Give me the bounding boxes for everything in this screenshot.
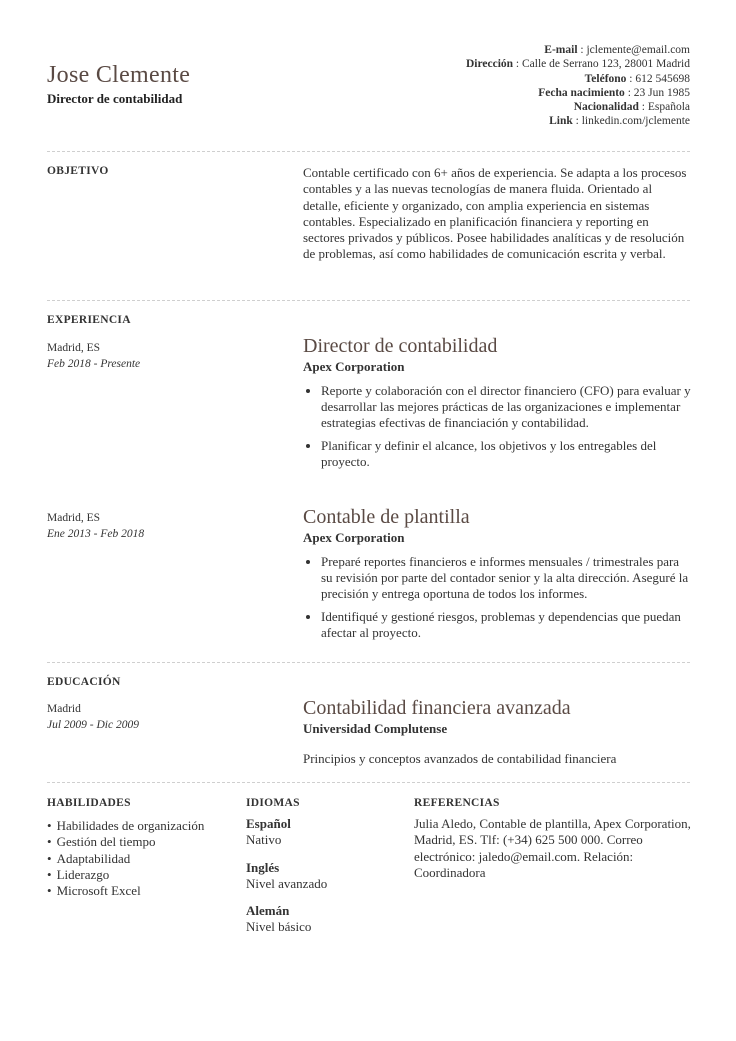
experience-dates: Ene 2013 - Feb 2018 [47,528,145,540]
language-level: Nivel básico [246,919,312,935]
candidate-headline: Director de contabilidad [47,91,183,106]
experience-meta [47,510,144,542]
company-name: Apex Corporation [303,530,405,545]
languages-list [246,816,327,947]
language-level: Nativo [246,832,282,848]
contact-nationality: Nacionalidad : Española [573,101,690,114]
language-name: Inglés [246,859,280,875]
contact-value: jclemente@email.com [586,44,690,56]
objective-title: OBJETIVO [47,165,109,177]
contact-value: 23 Jun 1985 [633,86,690,99]
contact-block [466,43,690,129]
contact-label: E-mail [544,44,578,56]
language-name: Español [246,816,291,831]
experience-entry [303,506,693,647]
section-divider [47,662,690,663]
experience-entry [303,335,693,476]
section-divider [47,782,690,783]
contact-label: Nacionalidad [573,101,639,114]
contact-phone: Teléfono : 612 545698 [584,72,690,85]
degree-description: Principios y conceptos avanzados de contabilidad financiera [303,751,617,766]
references-title: REFERENCIAS [414,797,500,809]
education-entry [303,697,693,767]
language-item [246,903,327,936]
school-name: Universidad Complutense [303,721,448,736]
language-item [246,816,327,849]
education-title: EDUCACIÓN [47,676,121,688]
contact-value: 612 545698 [635,72,690,85]
education-meta [47,701,139,733]
skills-list [47,818,204,899]
contact-label: Teléfono [584,72,627,85]
job-bullets [303,554,693,641]
experience-meta [47,340,140,372]
references-text: Julia Aledo, Contable de plantilla, Apex Corporation, Madrid, ES. Tlf: (+34) 625 500 000. Correo electrónico: jaledo@email.com. Relación: Coordinadora [414,816,691,880]
contact-label: Dirección [465,58,514,71]
skills-title: HABILIDADES [47,797,131,809]
degree-title: Contabilidad financiera avanzada [303,697,571,719]
skill-item: • Microsoft Excel [47,883,204,899]
objective-text: Contable certificado con 6+ años de experiencia. Se adapta a los procesos contables y a las nuevas tecnologías de manera fluida. Orientado al detalle, eficiente y organizado, con amplia experiencia en sistemas contables. Especializado en planificación financiera y reporting en sectores privados y públicos. Posee habilidades analíticas y de resolución de problemas, así como habilidades de comunicación escrita y verbal. [303,165,687,262]
contact-value: Española [647,101,690,114]
contact-email: E-mail : jclemente@email.com [544,44,690,56]
skill-item: • Gestión del tiempo [47,834,204,850]
job-bullet: • Preparé reportes financieros e informes mensuales / trimestrales para su revisión por parte del contador senior y la alta dirección. Aseguré la precisión y entrega oportuna de todos los informes. [321,554,693,603]
education-dates: Jul 2009 - Dic 2009 [47,719,139,731]
contact-value: Calle de Serrano 123, 28001 Madrid [522,58,690,71]
contact-link-value[interactable]: linkedin.com/jclemente [581,115,690,128]
job-bullets [303,383,693,470]
contact-birthdate: Fecha nacimiento : 23 Jun 1985 [538,86,690,99]
skill-item: • Liderazgo [47,867,204,883]
contact-link: Link : linkedin.com/jclemente [549,115,690,128]
skill-item: • Adaptabilidad [47,851,204,867]
experience-location: Madrid, ES [47,512,101,524]
education-location: Madrid [47,703,81,715]
company-name: Apex Corporation [303,359,405,374]
contact-label: Fecha nacimiento [538,86,625,99]
section-divider [47,300,690,301]
experience-location: Madrid, ES [47,342,101,354]
job-title: Contable de plantilla [303,506,470,528]
contact-address: Dirección : Calle de Serrano 123, 28001 Madrid [465,58,690,71]
job-bullet: • Reporte y colaboración con el director financiero (CFO) para evaluar y desarrollar las mejores prácticas de las organizaciones e implementar estrategias efectivas de financiación y contabilidad. [321,383,693,432]
job-bullet: • Planificar y definir el alcance, los objetivos y los entregables del proyecto. [321,438,693,470]
experience-dates: Feb 2018 - Presente [47,358,141,370]
job-bullet: • Identifiqué y gestioné riesgos, problemas y dependencias que puedan afectar al proyecto. [321,609,693,641]
experience-title: EXPERIENCIA [47,314,131,326]
language-name: Alemán [246,903,290,919]
languages-title: IDIOMAS [246,797,300,809]
language-level: Nivel avanzado [246,875,328,891]
section-divider [47,151,690,152]
job-title: Director de contabilidad [303,335,498,357]
candidate-name: Jose Clemente [47,62,191,88]
language-item [246,860,327,893]
contact-label: Link [549,115,573,128]
skill-item: • Habilidades de organización [47,818,204,834]
